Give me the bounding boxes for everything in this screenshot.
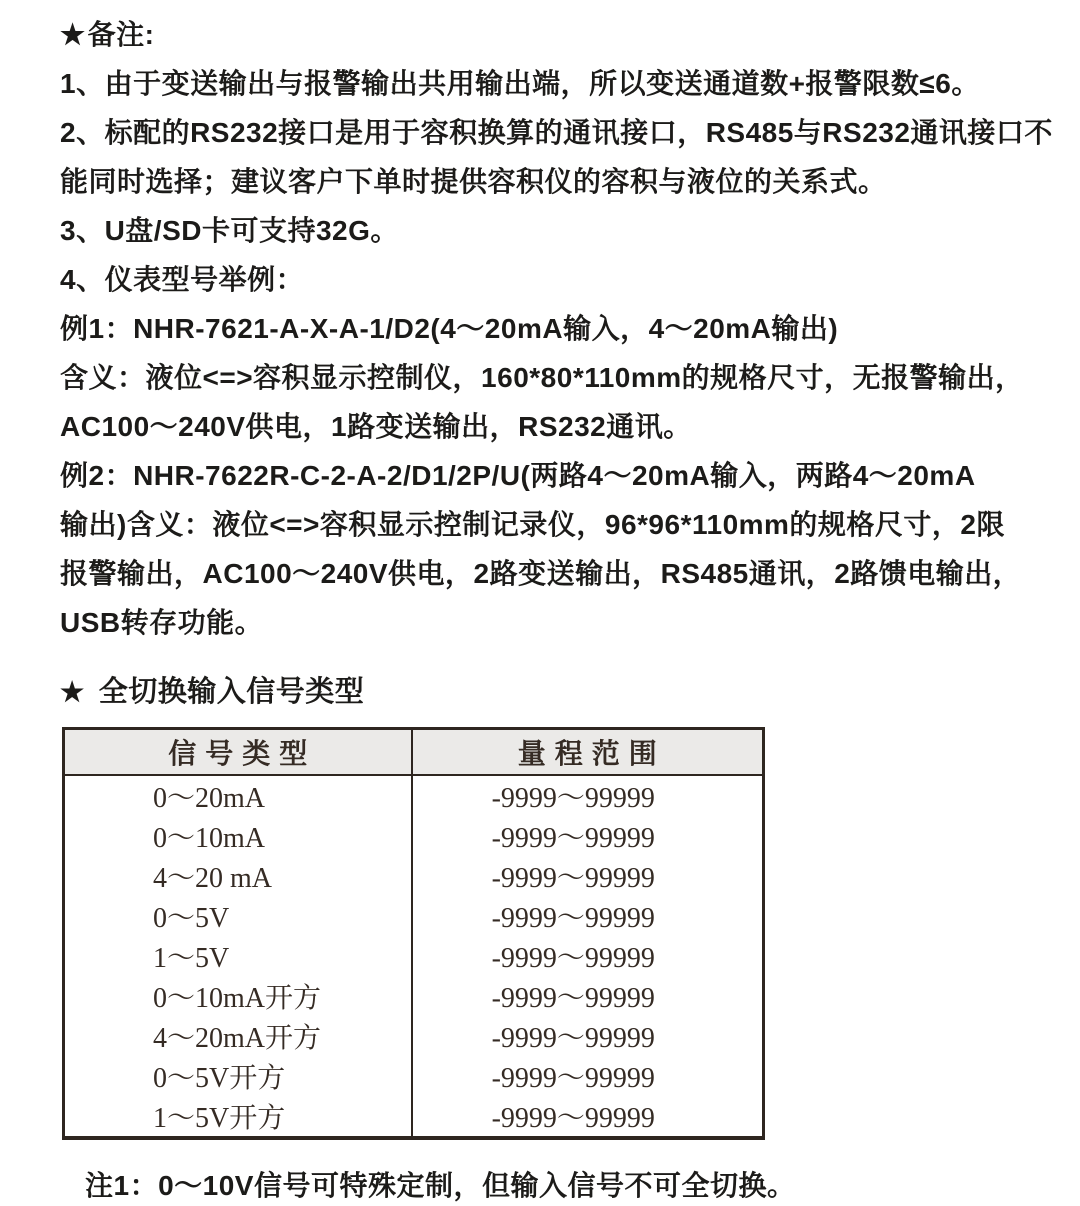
range-cell: -9999～99999 xyxy=(491,943,655,974)
section-heading xyxy=(60,671,1050,713)
table-row xyxy=(64,775,764,816)
example1-line-1: 例1：NHR-7621-A-X-A-1/D2(4～20mA输入，4～20mA输出) xyxy=(60,313,839,344)
table-row xyxy=(64,936,764,976)
signal-cell: 1～5V xyxy=(64,936,412,976)
signal-cell: 1～5V开方 xyxy=(64,1096,412,1138)
signal-cell: 0～10mA xyxy=(64,816,412,856)
note-line-4: 4、仪表型号举例： xyxy=(60,264,305,295)
range-cell: -9999～99999 xyxy=(491,1103,655,1134)
table-row xyxy=(64,976,764,1016)
table-row xyxy=(64,896,764,936)
section-heading-label: 全切换输入信号类型 xyxy=(98,676,365,708)
example2-line-4: USB转存功能。 xyxy=(60,607,264,638)
table-row xyxy=(64,1096,764,1138)
note-line-1: 1、由于变送输出与报警输出共用输出端，所以变送通道数+报警限数≤6。 xyxy=(60,68,980,99)
range-cell: -9999～99999 xyxy=(491,863,655,894)
notes-title-label: 备注: xyxy=(87,19,155,50)
range-cell: -9999～99999 xyxy=(491,1023,655,1054)
col-header-signal-type: 信号类型 xyxy=(64,729,412,776)
table-header-row xyxy=(64,729,764,776)
example1-line-2: 含义：液位<=>容积显示控制仪，160*80*110mm的规格尺寸，无报警输出， xyxy=(60,362,1024,393)
example2-line-2: 输出)含义：液位<=>容积显示控制记录仪，96*96*110mm的规格尺寸，2限 xyxy=(60,509,1006,540)
range-cell: -9999～99999 xyxy=(491,983,655,1014)
star-icon: ★ xyxy=(60,677,85,707)
notes-title xyxy=(60,10,1050,59)
table-row xyxy=(64,816,764,856)
example2-line-3: 报警输出，AC100～240V供电，2路变送输出，RS485通讯，2路馈电输出， xyxy=(60,558,1022,589)
signal-cell: 0～20mA xyxy=(64,775,412,816)
star-icon: ★ xyxy=(60,19,86,50)
footnote: 注1：0～10V信号可特殊定制，但输入信号不可全切换。 xyxy=(85,1170,796,1201)
signal-cell: 0～5V开方 xyxy=(64,1056,412,1096)
signal-cell: 4～20mA开方 xyxy=(64,1016,412,1056)
signal-type-table xyxy=(62,727,765,1140)
example2-line-1: 例2：NHR-7622R-C-2-A-2/D1/2P/U(两路4～20mA输入，两路4～20mA xyxy=(60,460,976,491)
note-line-2: 2、标配的RS232接口是用于容积换算的通讯接口，RS485与RS232通讯接口不 xyxy=(60,117,1053,148)
col-header-range: 量程范围 xyxy=(412,729,764,776)
range-cell: -9999～99999 xyxy=(491,823,655,854)
table-row xyxy=(64,1016,764,1056)
signal-cell: 0～10mA开方 xyxy=(64,976,412,1016)
table-row xyxy=(64,1056,764,1096)
table-row xyxy=(64,856,764,896)
example1-line-3: AC100～240V供电，1路变送输出，RS232通讯。 xyxy=(60,411,692,442)
note-line-2b: 能同时选择；建议客户下单时提供容积仪的容积与液位的关系式。 xyxy=(60,166,887,197)
range-cell: -9999～99999 xyxy=(491,1063,655,1094)
range-cell: -9999～99999 xyxy=(491,903,655,934)
range-cell: -9999～99999 xyxy=(491,783,655,814)
signal-cell: 0～5V xyxy=(64,896,412,936)
note-line-3: 3、U盘/SD卡可支持32G。 xyxy=(60,215,399,246)
signal-cell: 4～20 mA xyxy=(64,856,412,896)
